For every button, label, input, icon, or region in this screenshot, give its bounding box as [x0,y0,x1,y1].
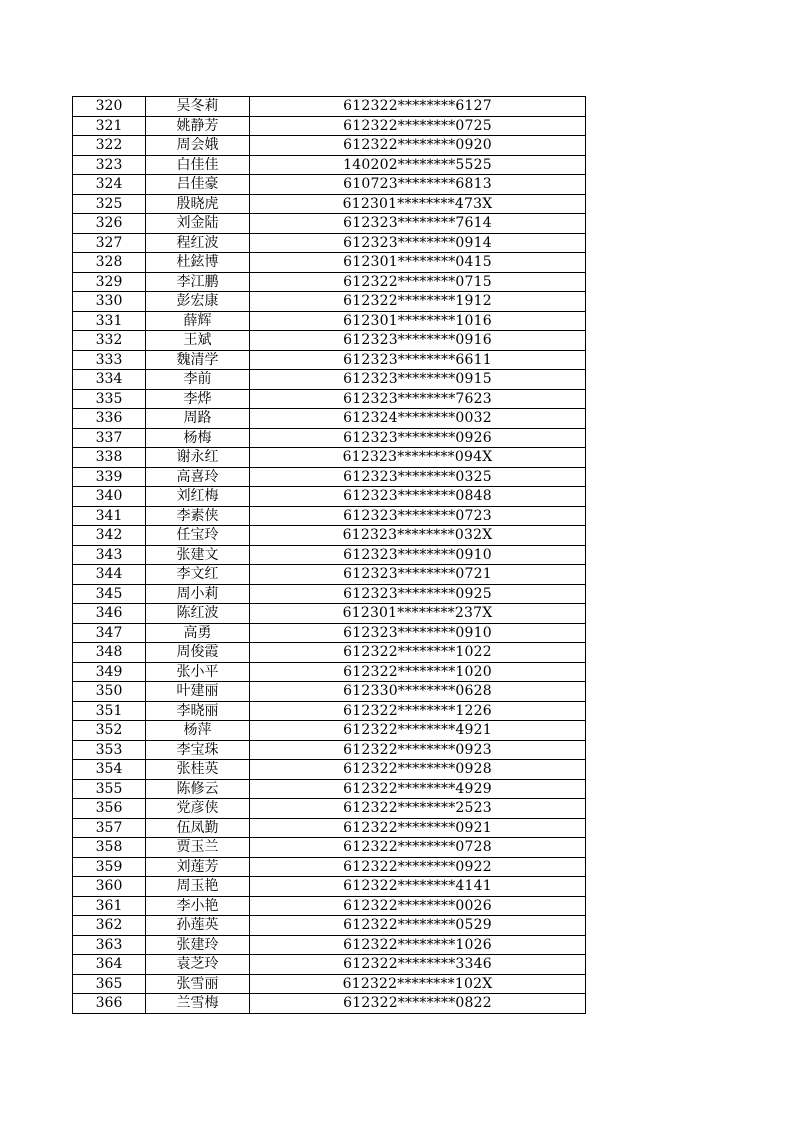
name-cell: 谢永红 [146,448,250,468]
id-number-cell: 612322********0715 [250,272,586,292]
row-number-cell: 336 [73,409,146,429]
name-cell: 周玉艳 [146,877,250,897]
id-number-cell: 612323********0848 [250,487,586,507]
name-cell: 刘莲芳 [146,857,250,877]
row-number-cell: 325 [73,194,146,214]
id-number-cell: 612322********0728 [250,838,586,858]
table-row [73,467,586,487]
row-number-cell: 365 [73,974,146,994]
row-number-cell: 355 [73,779,146,799]
row-number-cell: 337 [73,428,146,448]
id-number-cell: 612322********0822 [250,994,586,1014]
row-number-cell: 351 [73,701,146,721]
id-number-cell: 612322********1026 [250,935,586,955]
table-row [73,799,586,819]
table-row [73,916,586,936]
table-row [73,487,586,507]
name-cell: 张桂英 [146,760,250,780]
id-number-cell: 612322********6127 [250,97,586,117]
table-row [73,292,586,312]
name-cell: 李文红 [146,565,250,585]
id-number-cell: 612323********7614 [250,214,586,234]
id-number-cell: 612322********1022 [250,643,586,663]
row-number-cell: 326 [73,214,146,234]
name-cell: 李小艳 [146,896,250,916]
name-cell: 薛辉 [146,311,250,331]
table-row [73,175,586,195]
table-row [73,526,586,546]
row-number-cell: 332 [73,331,146,351]
row-number-cell: 333 [73,350,146,370]
table-row [73,194,586,214]
id-number-cell: 612323********0914 [250,233,586,253]
row-number-cell: 342 [73,526,146,546]
row-number-cell: 343 [73,545,146,565]
row-number-cell: 364 [73,955,146,975]
name-cell: 高勇 [146,623,250,643]
table-row [73,760,586,780]
name-cell: 李前 [146,370,250,390]
table-row [73,857,586,877]
table-row [73,97,586,117]
table-row [73,350,586,370]
table-row [73,584,586,604]
name-cell: 张建玲 [146,935,250,955]
name-cell: 周小莉 [146,584,250,604]
table-row [73,565,586,585]
name-cell: 高喜玲 [146,467,250,487]
id-number-cell: 612322********0922 [250,857,586,877]
name-cell: 张建文 [146,545,250,565]
row-number-cell: 346 [73,604,146,624]
name-cell: 王斌 [146,331,250,351]
name-cell: 杨梅 [146,428,250,448]
id-number-cell: 612322********4141 [250,877,586,897]
id-number-cell: 612322********4921 [250,721,586,741]
name-cell: 刘红梅 [146,487,250,507]
table-row [73,994,586,1014]
id-number-cell: 612323********032X [250,526,586,546]
row-number-cell: 362 [73,916,146,936]
table-row [73,448,586,468]
table-row [73,721,586,741]
id-number-cell: 612322********4929 [250,779,586,799]
name-cell: 白佳佳 [146,155,250,175]
table-row [73,233,586,253]
name-cell: 殷晓虎 [146,194,250,214]
id-number-cell: 612323********094X [250,448,586,468]
name-cell: 程红波 [146,233,250,253]
table-row [73,974,586,994]
id-number-cell: 612323********6611 [250,350,586,370]
name-cell: 刘金陆 [146,214,250,234]
row-number-cell: 320 [73,97,146,117]
row-number-cell: 366 [73,994,146,1014]
row-number-cell: 350 [73,682,146,702]
id-number-cell: 140202********5525 [250,155,586,175]
row-number-cell: 352 [73,721,146,741]
row-number-cell: 321 [73,116,146,136]
id-number-cell: 612323********0925 [250,584,586,604]
name-cell: 杜鉉博 [146,253,250,273]
id-number-cell: 612323********0723 [250,506,586,526]
row-number-cell: 344 [73,565,146,585]
name-cell: 陈红波 [146,604,250,624]
name-cell: 吴冬莉 [146,97,250,117]
table-row [73,682,586,702]
name-cell: 李宝珠 [146,740,250,760]
name-cell: 李烨 [146,389,250,409]
table-row [73,253,586,273]
table-row [73,877,586,897]
id-number-cell: 610723********6813 [250,175,586,195]
roster-table [72,96,586,1014]
table-row [73,643,586,663]
row-number-cell: 329 [73,272,146,292]
table-row [73,545,586,565]
table-row [73,389,586,409]
name-cell: 魏清学 [146,350,250,370]
table-row [73,818,586,838]
id-number-cell: 612301********473X [250,194,586,214]
table-row [73,506,586,526]
id-number-cell: 612322********102X [250,974,586,994]
name-cell: 贾玉兰 [146,838,250,858]
table-row [73,116,586,136]
table-row [73,136,586,156]
id-number-cell: 612322********0920 [250,136,586,156]
row-number-cell: 353 [73,740,146,760]
row-number-cell: 324 [73,175,146,195]
table-row [73,409,586,429]
name-cell: 彭宏康 [146,292,250,312]
table-row [73,214,586,234]
id-number-cell: 612323********0721 [250,565,586,585]
id-number-cell: 612323********0916 [250,331,586,351]
table-row [73,701,586,721]
name-cell: 李江鹏 [146,272,250,292]
name-cell: 袁芝玲 [146,955,250,975]
id-number-cell: 612323********0325 [250,467,586,487]
row-number-cell: 322 [73,136,146,156]
id-number-cell: 612323********0926 [250,428,586,448]
id-number-cell: 612301********237X [250,604,586,624]
name-cell: 任宝玲 [146,526,250,546]
id-number-cell: 612322********0026 [250,896,586,916]
name-cell: 伍凤勤 [146,818,250,838]
name-cell: 兰雪梅 [146,994,250,1014]
row-number-cell: 330 [73,292,146,312]
row-number-cell: 327 [73,233,146,253]
id-number-cell: 612322********0725 [250,116,586,136]
id-number-cell: 612323********0915 [250,370,586,390]
row-number-cell: 361 [73,896,146,916]
row-number-cell: 357 [73,818,146,838]
name-cell: 杨萍 [146,721,250,741]
row-number-cell: 347 [73,623,146,643]
id-number-cell: 612323********7623 [250,389,586,409]
row-number-cell: 348 [73,643,146,663]
id-number-cell: 612301********0415 [250,253,586,273]
table-row [73,935,586,955]
table-row [73,779,586,799]
table-row [73,955,586,975]
id-number-cell: 612322********1226 [250,701,586,721]
row-number-cell: 335 [73,389,146,409]
name-cell: 李晓丽 [146,701,250,721]
row-number-cell: 334 [73,370,146,390]
id-number-cell: 612322********2523 [250,799,586,819]
row-number-cell: 345 [73,584,146,604]
table-row [73,155,586,175]
id-number-cell: 612322********1912 [250,292,586,312]
id-number-cell: 612301********1016 [250,311,586,331]
id-number-cell: 612323********0910 [250,545,586,565]
table-row [73,838,586,858]
name-cell: 叶建丽 [146,682,250,702]
roster-table-body [73,97,586,1014]
row-number-cell: 358 [73,838,146,858]
row-number-cell: 340 [73,487,146,507]
row-number-cell: 354 [73,760,146,780]
row-number-cell: 341 [73,506,146,526]
name-cell: 周俊霞 [146,643,250,663]
name-cell: 李素侠 [146,506,250,526]
name-cell: 姚静芳 [146,116,250,136]
row-number-cell: 339 [73,467,146,487]
table-row [73,623,586,643]
row-number-cell: 323 [73,155,146,175]
name-cell: 吕佳豪 [146,175,250,195]
table-row [73,311,586,331]
table-row [73,370,586,390]
row-number-cell: 356 [73,799,146,819]
name-cell: 张雪丽 [146,974,250,994]
id-number-cell: 612330********0628 [250,682,586,702]
row-number-cell: 363 [73,935,146,955]
name-cell: 周会娥 [146,136,250,156]
table-row [73,604,586,624]
table-row [73,896,586,916]
id-number-cell: 612322********0923 [250,740,586,760]
table-row [73,740,586,760]
row-number-cell: 359 [73,857,146,877]
row-number-cell: 338 [73,448,146,468]
id-number-cell: 612322********3346 [250,955,586,975]
table-row [73,331,586,351]
row-number-cell: 349 [73,662,146,682]
id-number-cell: 612324********0032 [250,409,586,429]
table-row [73,662,586,682]
row-number-cell: 328 [73,253,146,273]
name-cell: 陈修云 [146,779,250,799]
table-row [73,272,586,292]
name-cell: 周路 [146,409,250,429]
id-number-cell: 612322********1020 [250,662,586,682]
name-cell: 党彦侠 [146,799,250,819]
name-cell: 张小平 [146,662,250,682]
row-number-cell: 360 [73,877,146,897]
name-cell: 孙莲英 [146,916,250,936]
id-number-cell: 612323********0910 [250,623,586,643]
id-number-cell: 612322********0928 [250,760,586,780]
id-number-cell: 612322********0529 [250,916,586,936]
table-row [73,428,586,448]
id-number-cell: 612322********0921 [250,818,586,838]
row-number-cell: 331 [73,311,146,331]
